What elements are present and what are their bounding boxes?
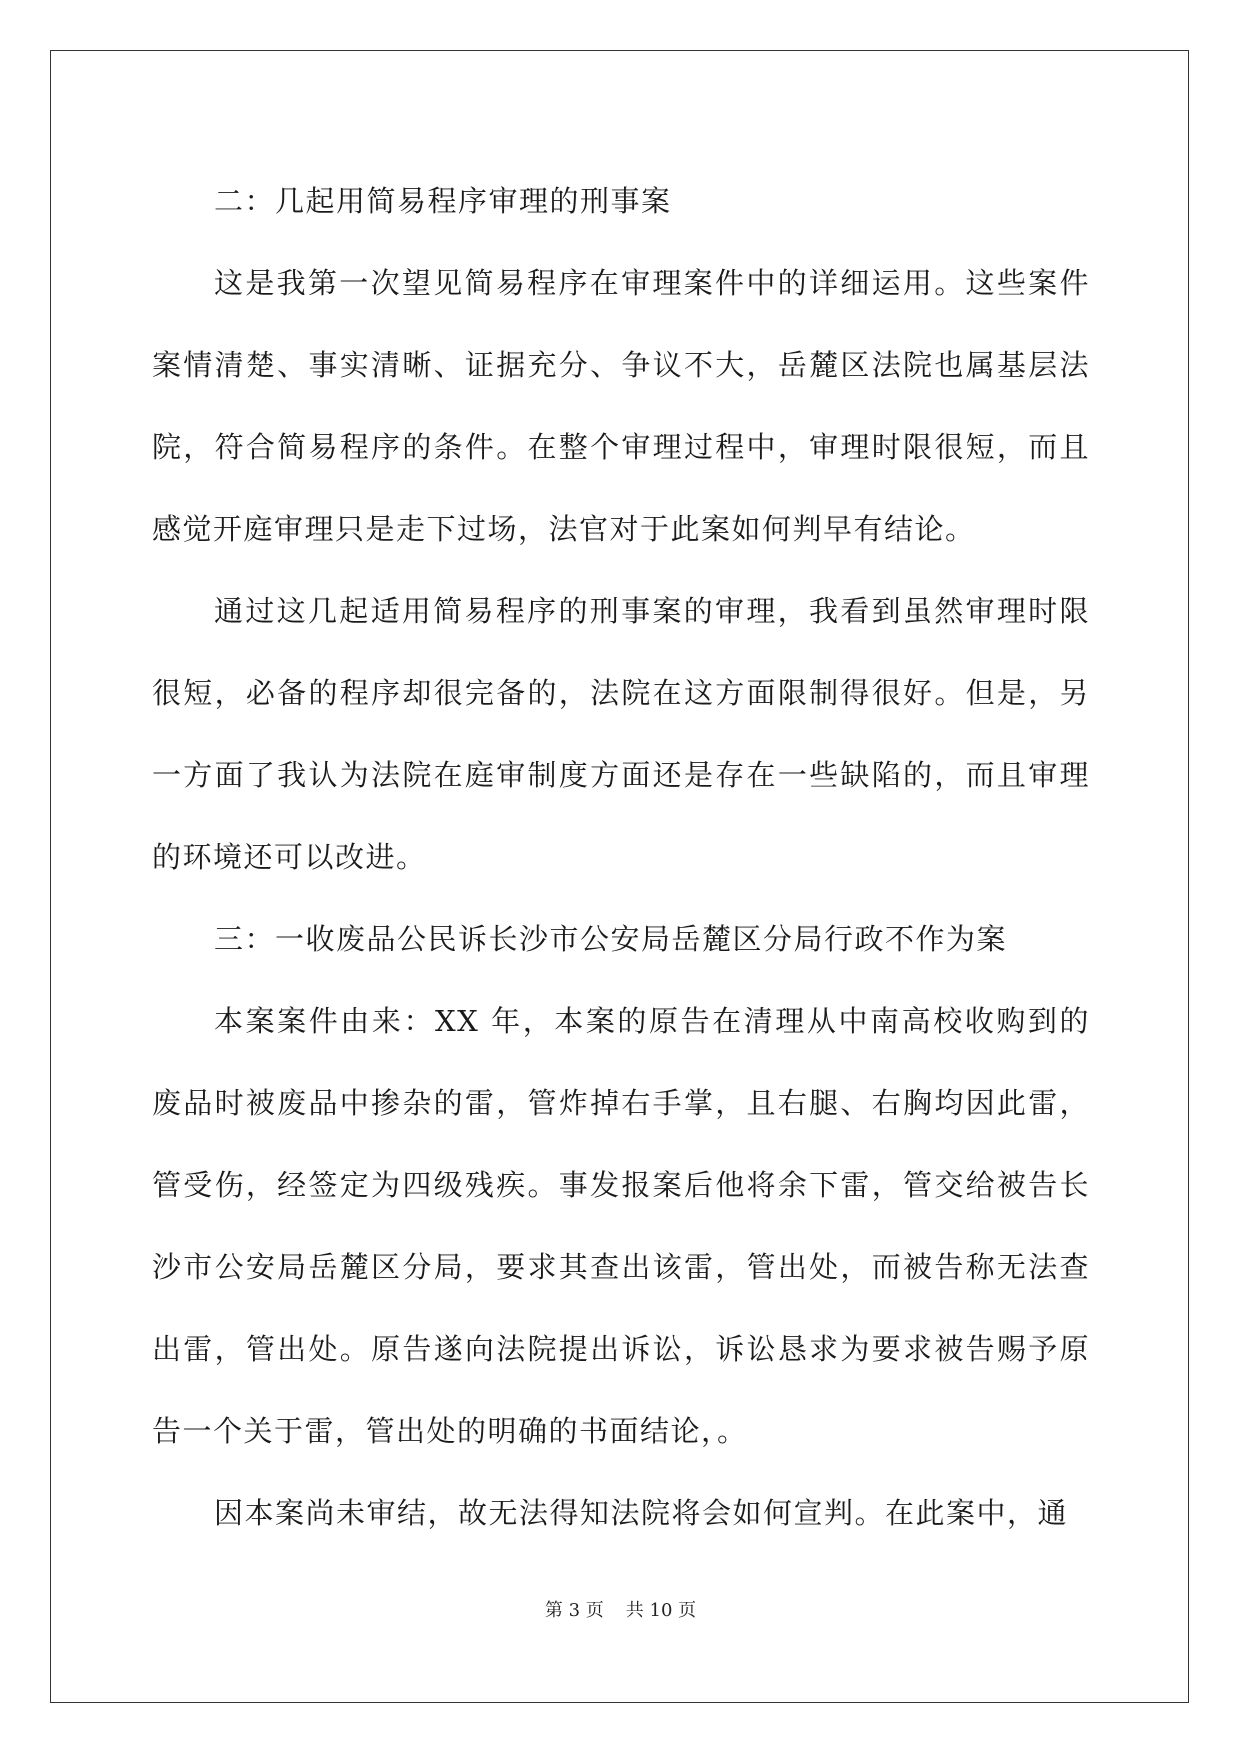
document-body: [152, 160, 1090, 1554]
paragraph: 因本案尚未审结，故无法得知法院将会如何宣判。在此案中，通: [214, 1496, 1069, 1530]
section-heading-3: 三：一收废品公民诉长沙市公安局岳麓区分局行政不作为案: [214, 922, 1008, 956]
page-footer: [0, 1596, 1241, 1622]
paragraph: 本案案件由来：XX 年，本案的原告在清理从中南高校收购到的废品时被废品中掺杂的雷，管炸掉右手掌，且右腿、右胸均因此雷，管受伤，经签定为四级残疾。事发报案后他将余下雷，管交给被告长沙市公安局岳麓区分局，要求其查出该雷，管出处，而被告称无法查出雷，管出处。原告遂向法院提出诉讼，诉讼恳求为要求被告赐予原告一个关于雷，管出处的明确的书面结论，。: [152, 1004, 1090, 1448]
paragraph: 通过这几起适用简易程序的刑事案的审理，我看到虽然审理时限很短，必备的程序却很完备的，法院在这方面限制得很好。但是，另一方面了我认为法院在庭审制度方面还是存在一些缺陷的，而且审理的环境还可以改进。: [152, 594, 1090, 874]
page-number: 第 3 页: [544, 1600, 604, 1621]
section-heading-2: 二：几起用简易程序审理的刑事案: [214, 184, 672, 218]
paragraph: 这是我第一次望见简易程序在审理案件中的详细运用。这些案件案情清楚、事实清晰、证据充分、争议不大，岳麓区法院也属基层法院，符合简易程序的条件。在整个审理过程中，审理时限很短，而且感觉开庭审理只是走下过场，法官对于此案如何判早有结论。: [152, 266, 1090, 546]
page-total: 共 10 页: [625, 1600, 697, 1621]
